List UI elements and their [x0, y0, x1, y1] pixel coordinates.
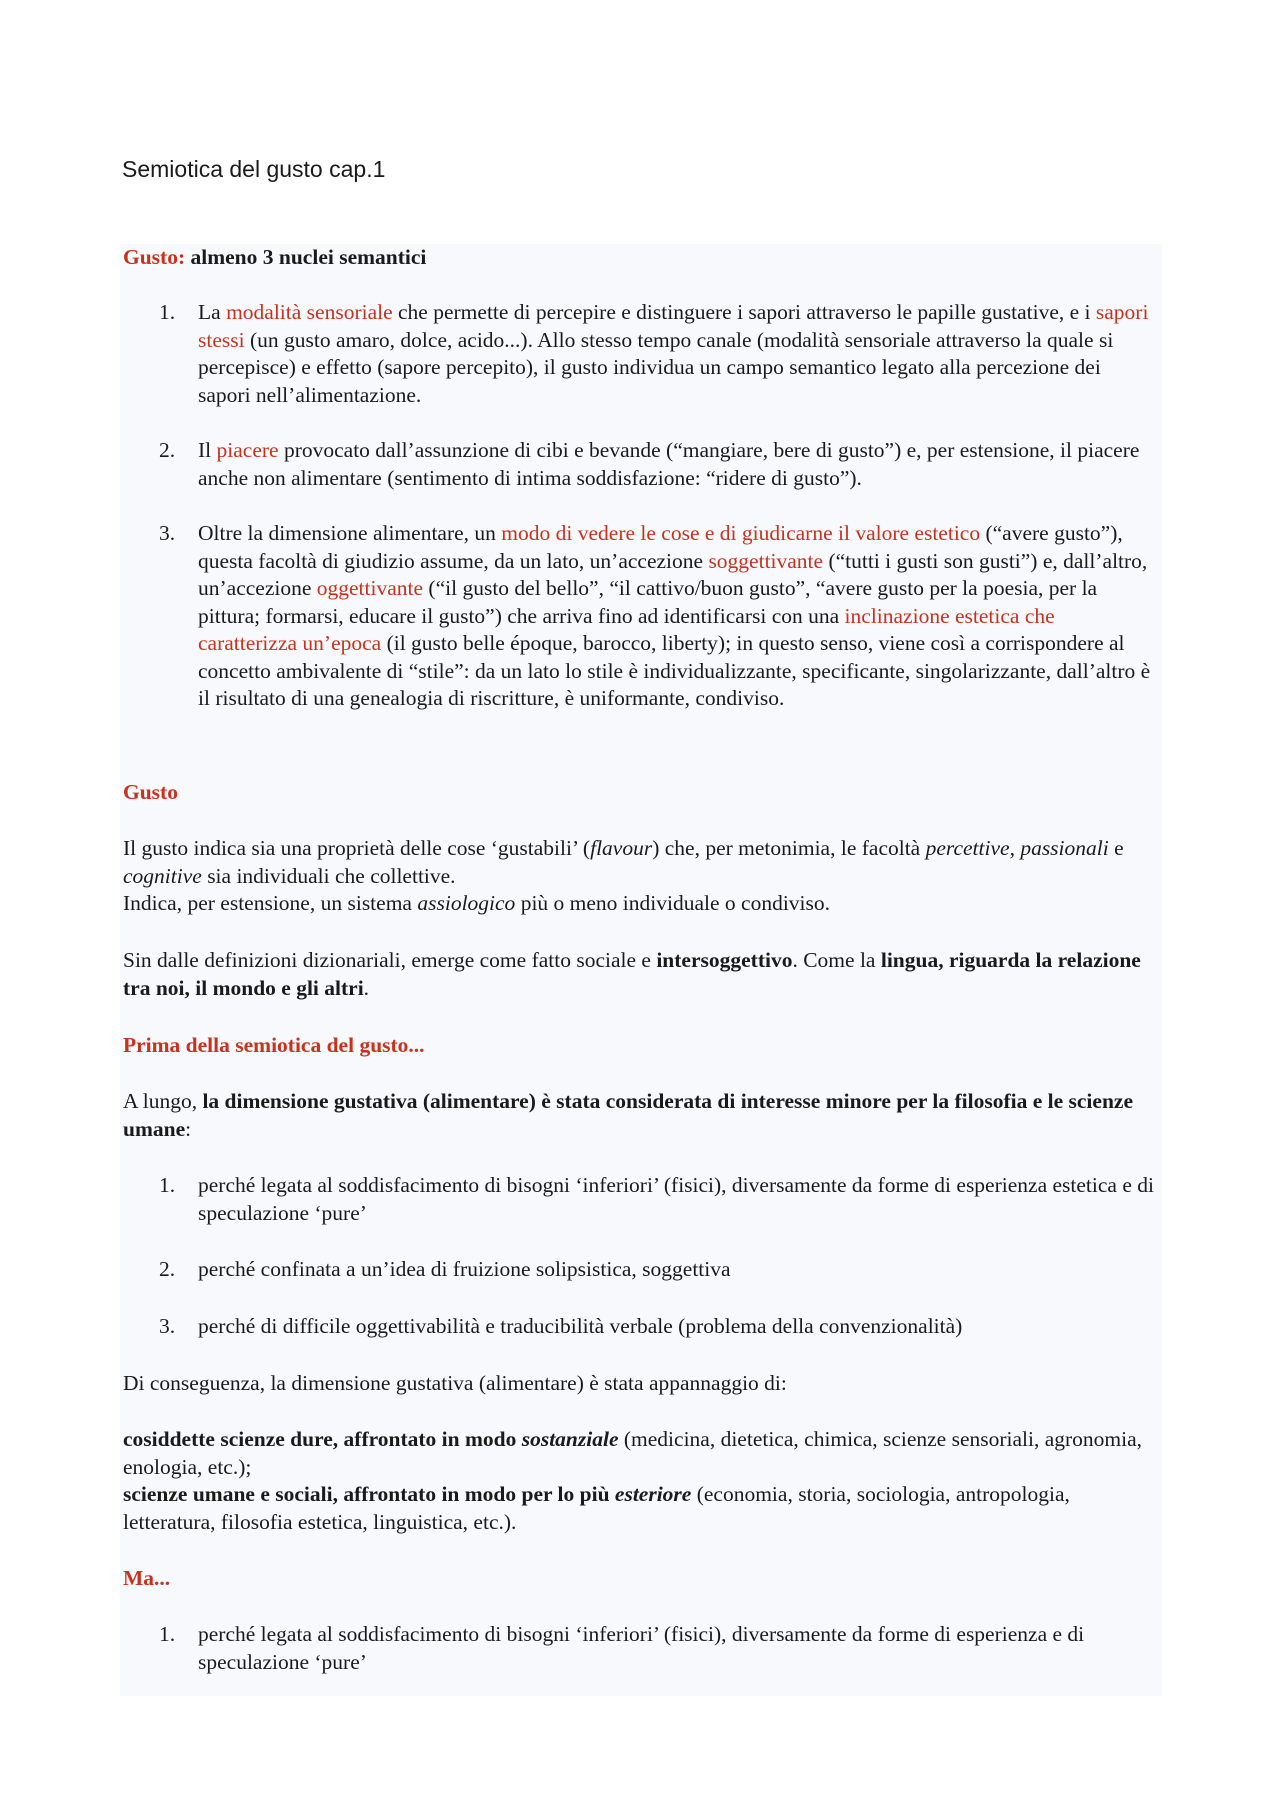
paragraph-conseguenza: Di conseguenza, la dimensione gustativa (alimentare) è stata appannaggio di:	[123, 1371, 787, 1395]
text-run: .	[363, 975, 370, 1000]
italic-term: flavour	[590, 836, 653, 860]
text-run: :	[185, 1116, 192, 1141]
text-run: sia individuali che collettive.	[201, 863, 456, 888]
list-number: 3.	[159, 521, 176, 545]
text-run: Il	[198, 438, 217, 462]
text-run: Indica, per estensione, un sistema	[123, 891, 418, 915]
text-run: e	[1108, 836, 1124, 860]
paragraph-gusto-definition	[123, 835, 1154, 890]
text-run: che permette di percepire e distinguere i sapori attraverso le papille gustative, e i	[392, 300, 1096, 324]
text-run: più o meno individuale o condiviso.	[515, 891, 831, 915]
list-text: perché confinata a un’idea di fruizione solipsistica, soggettiva	[198, 1257, 731, 1281]
italic-term: cognitive	[123, 863, 202, 888]
document-body	[120, 244, 1162, 1696]
text-run: (un gusto amaro, dolce, acido...). Allo stesso tempo canale (modalità sensoriale attraverso la quale si percepisce) e effetto (sapore percepito), il gusto individua un campo semantico legato alla percezione dei sapori nell’alimentazione.	[198, 327, 1114, 407]
heading-text: almeno 3 nuclei semantici	[190, 245, 427, 269]
list-item	[120, 437, 1154, 492]
bold-term: la dimensione gustativa (alimentare) è stata considerata di interesse minore per la filosofia e le scienze umane	[123, 1089, 1133, 1141]
section-heading-prima: Prima della semiotica del gusto...	[123, 1033, 425, 1057]
highlight-term: soggettivante	[708, 548, 824, 573]
text-run: Il gusto indica sia una proprietà delle cose ‘gustabili’ (	[123, 836, 591, 860]
document-title: Semiotica del gusto cap.1	[122, 156, 386, 182]
text-run: ) che, per metonimia, le facoltà	[652, 836, 926, 860]
paragraph-scienze-dure	[123, 1426, 1154, 1481]
section-heading-gusto-nuclei	[123, 244, 1154, 272]
text-run: (“avere gusto”), questa facoltà di giudizio assume, da un lato, un’accezione	[198, 521, 1123, 573]
text-run: Sin dalle definizioni dizionariali, emerge come fatto sociale e	[123, 948, 657, 972]
italic-term: assiologico	[417, 891, 516, 915]
text-run: Oltre la dimensione alimentare, un	[198, 521, 502, 545]
list-number: 3.	[159, 1314, 176, 1338]
heading-keyword: Gusto:	[123, 245, 186, 269]
list-item	[120, 1313, 1154, 1341]
text-run: La	[198, 300, 227, 324]
list-text: perché legata al soddisfacimento di bisogni ‘inferiori’ (fisici), diversamente da forme di esperienza estetica e di speculazione ‘pure’	[198, 1173, 1154, 1225]
highlight-term: inclinazione estetica che caratterizza un’epoca	[198, 603, 1055, 655]
text-run: (il gusto belle époque, barocco, liberty); in questo senso, viene così a corrispondere al concetto ambivalente di “stile”: da un lato lo stile è individualizzante, specificante, singolarizzante, dall’altro è il risultato di una genealogia di riscritture, è uniformante, condiviso.	[198, 631, 1151, 710]
bold-term: lingua, riguarda la relazione tra noi, il mondo e gli altri	[123, 948, 1141, 1000]
paragraph-intersoggettivo	[123, 947, 1154, 1002]
bold-italic-term: esteriore	[614, 1482, 692, 1506]
paragraph-assiologico	[123, 890, 1154, 918]
highlight-term: piacere	[216, 438, 279, 462]
list-text: perché legata al soddisfacimento di bisogni ‘inferiori’ (fisici), diversamente da forme di esperienza e di speculazione ‘pure’	[198, 1622, 1085, 1674]
text-run: . Come la	[792, 948, 881, 972]
section-heading-ma: Ma...	[123, 1566, 171, 1590]
list-item	[120, 520, 1154, 713]
text-run: ,	[1009, 836, 1021, 860]
paragraph-a-lungo	[123, 1088, 1154, 1143]
list-item	[120, 1172, 1154, 1227]
bold-term: scienze umane e sociali, affrontato in modo per lo più	[123, 1482, 615, 1506]
text-run: (“tutti i gusti son gusti”) e, dall’altro, un’accezione	[198, 548, 1148, 600]
list-item	[120, 1621, 1154, 1676]
text-run: (economia, storia, sociologia, antropologia, letteratura, filosofia estetica, linguistica, etc.).	[123, 1482, 1070, 1534]
list-number: 2.	[159, 438, 176, 462]
text-run: A lungo,	[123, 1089, 203, 1113]
text-run: provocato dall’assunzione di cibi e bevande (“mangiare, bere di gusto”) e, per estensione, il piacere anche non alimentare (sentimento di intima soddisfazione: “ridere di gusto”).	[198, 438, 1140, 490]
list-number: 1.	[159, 1622, 176, 1646]
paragraph-scienze-umane	[123, 1481, 1154, 1536]
highlight-term: sapori stessi	[198, 300, 1149, 352]
list-item	[120, 1256, 1154, 1284]
bold-term: cosiddette scienze dure, affrontato in modo	[123, 1427, 522, 1451]
highlight-term: modo di vedere le cose e di giudicarne il valore estetico	[501, 521, 981, 545]
list-number: 1.	[159, 1173, 176, 1197]
bold-term: intersoggettivo	[656, 948, 793, 972]
highlight-term: modalità sensoriale	[226, 300, 393, 324]
list-item	[120, 299, 1154, 409]
list-number: 2.	[159, 1257, 176, 1281]
list-text: perché di difficile oggettivabilità e traducibilità verbale (problema della convenzionalità)	[198, 1314, 963, 1338]
list-number: 1.	[159, 300, 176, 324]
italic-term: percettive	[925, 836, 1010, 860]
italic-term: passionali	[1020, 836, 1109, 860]
text-run: (“il gusto del bello”, “il cattivo/buon gusto”, “avere gusto per la poesia, per la pittura; formarsi, educare il gusto”) che arriva fino ad identificarsi con una	[198, 576, 1098, 628]
text-run: (medicina, dietetica, chimica, scienze sensoriali, agronomia, enologia, etc.);	[123, 1427, 1143, 1479]
highlight-term: oggettivante	[316, 576, 424, 600]
bold-italic-term: sostanziale	[521, 1427, 619, 1451]
section-heading-gusto: Gusto	[123, 780, 178, 804]
